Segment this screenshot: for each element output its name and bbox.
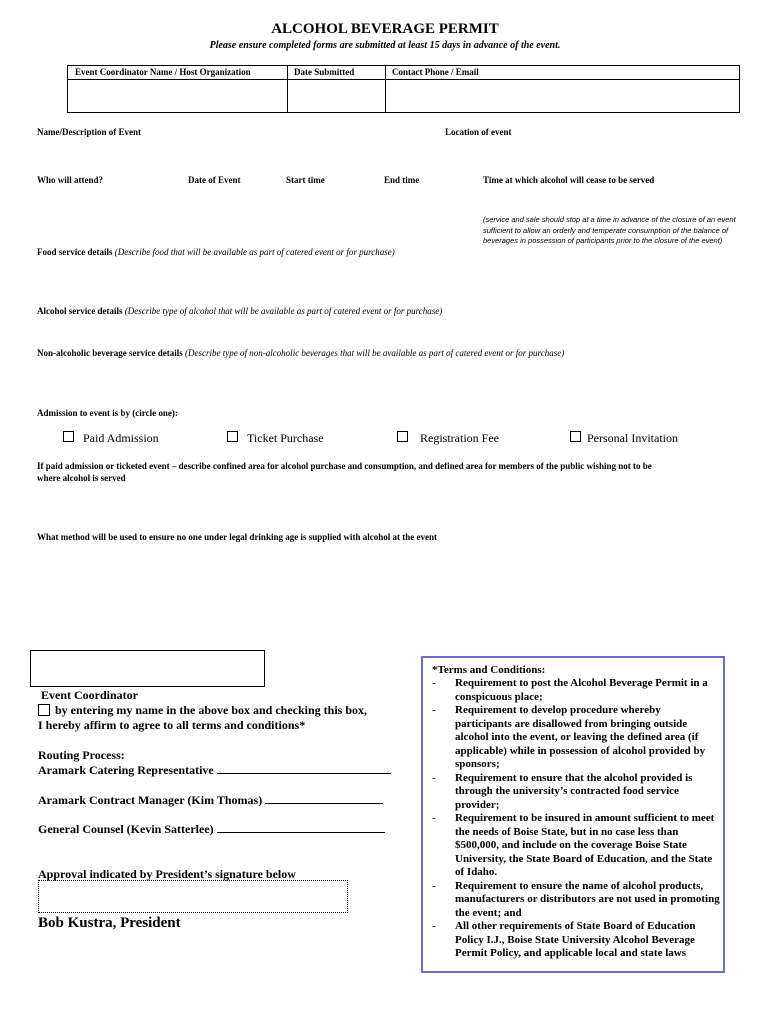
terms-box	[421, 656, 725, 973]
coordinator-name-box[interactable]	[30, 650, 265, 687]
general-counsel-row	[38, 822, 385, 837]
paid-admission-label: Paid Admission	[83, 431, 159, 445]
paid-area-question	[37, 460, 737, 484]
terms-item-text: Requirement to ensure the name of alcohol products, manufacturers or distributors are not used in promoting the event; and	[455, 879, 720, 919]
general-counsel-line[interactable]	[217, 831, 385, 833]
terms-item	[430, 812, 720, 880]
date-submitted-field[interactable]	[288, 80, 384, 113]
nonalc-service-hint: (Describe type of non-alcoholic beverages that will be available as part of catered event or for purchase)	[184, 348, 565, 358]
cease-time-label: Time at which alcohol will cease to be served	[483, 175, 655, 185]
dash-icon: -	[432, 879, 436, 892]
affirm-checkbox[interactable]	[38, 704, 50, 716]
terms-item-text: Requirement to develop procedure whereby participants are disallowed from bringing outside alcohol into the event, or leaving the defined area (if applicable) while in possession of alcohol provided by sponsors;	[455, 704, 706, 770]
personal-invitation-label: Personal Invitation	[587, 431, 678, 445]
affirm-text-2: I hereby affirm to agree to all terms and conditions*	[38, 718, 306, 732]
admission-label: Admission to event is by (circle one):	[37, 408, 178, 418]
terms-item	[430, 704, 720, 772]
food-service-label: Food service details	[37, 247, 113, 257]
date-event-label: Date of Event	[188, 175, 241, 185]
terms-item	[430, 772, 720, 813]
paid-area-line: where alcohol is served	[37, 473, 126, 483]
location-label: Location of event	[445, 127, 512, 137]
cease-note-line: beverages in possession of participants prior to the closure of the event)	[483, 236, 723, 245]
event-coordinator-label: Event Coordinator	[41, 688, 138, 702]
food-service-hint: (Describe food that will be available as part of catered event or for purchase)	[114, 247, 395, 257]
form-subtitle: Please ensure completed forms are submitted at least 15 days in advance of the event.	[209, 40, 561, 51]
aramark-catering-line[interactable]	[217, 772, 391, 774]
nonalc-service-label: Non-alcoholic beverage service details	[37, 348, 183, 358]
registration-fee-checkbox[interactable]	[397, 431, 408, 442]
cease-note-line: (service and sale should stop at a time in advance of the closure of an event	[483, 215, 736, 224]
terms-item	[430, 920, 720, 961]
dash-icon: -	[432, 704, 436, 716]
coordinator-header: Event Coordinator Name / Host Organization	[75, 67, 251, 77]
affirm-text: by entering my name in the above box and checking this box,	[55, 703, 368, 717]
terms-list	[430, 677, 720, 961]
dash-icon: -	[432, 812, 436, 824]
president-name: Bob Kustra, President	[38, 915, 181, 931]
terms-item	[430, 880, 720, 921]
start-time-label: Start time	[286, 175, 325, 185]
alcohol-service-label: Alcohol service details	[37, 306, 123, 316]
aramark-contract-row	[38, 793, 383, 808]
cease-note-line: sufficient to allow an orderly and temperate consumption of the balance of	[483, 225, 729, 235]
alcohol-service-hint: (Describe type of alcohol that will be available as part of catered event or for purchase)	[124, 306, 443, 316]
paid-admission-checkbox[interactable]	[63, 431, 74, 442]
general-counsel-label: General Counsel (Kevin Satterlee)	[38, 822, 214, 836]
personal-invitation-checkbox[interactable]	[570, 431, 581, 442]
contact-header: Contact Phone / Email	[392, 67, 479, 77]
registration-fee-label: Registration Fee	[420, 431, 499, 445]
terms-heading: *Terms and Conditions:	[432, 664, 546, 676]
aramark-catering-label: Aramark Catering Representative	[38, 763, 214, 777]
form-title: ALCOHOL BEVERAGE PERMIT	[271, 21, 499, 37]
food-service-row	[37, 247, 395, 257]
terms-item-text: All other requirements of State Board of Education Policy I.J., Boise State University Alcohol Beverage Permit Policy, and applicable local and state laws	[455, 920, 696, 959]
end-time-label: End time	[384, 175, 420, 185]
paid-area-line: If paid admission or ticketed event – describe confined area for alcohol purchase and consumption, and defined area for members of the public wishing not to be	[37, 461, 652, 471]
ticket-purchase-label: Ticket Purchase	[247, 431, 324, 445]
approval-label: Approval indicated by President’s signature below	[38, 867, 296, 881]
aramark-contract-label: Aramark Contract Manager (Kim Thomas)	[38, 793, 263, 807]
date-submitted-header: Date Submitted	[294, 67, 355, 77]
dash-icon: -	[432, 920, 436, 932]
coordinator-field[interactable]	[68, 80, 286, 113]
alcohol-service-row	[37, 306, 442, 316]
aramark-catering-row	[38, 763, 391, 778]
routing-label: Routing Process:	[38, 748, 125, 762]
event-name-label: Name/Description of Event	[37, 127, 141, 137]
terms-item-text: Requirement to ensure that the alcohol provided is through the university’s contracted food service provider;	[455, 771, 693, 811]
dash-icon: -	[432, 771, 436, 784]
age-method-question: What method will be used to ensure no one under legal drinking age is supplied with alcohol at the event	[37, 532, 437, 542]
contact-field[interactable]	[386, 80, 739, 113]
terms-item	[430, 677, 720, 704]
ticket-purchase-checkbox[interactable]	[227, 431, 238, 442]
terms-item-text: Requirement to be insured in amount sufficient to meet the needs of Boise State, but in no case less than $500,000, and include on the coverage Boise State University, the State Board of Education, and the State of Idaho.	[455, 812, 715, 878]
cease-time-note	[483, 215, 753, 247]
dash-icon: -	[432, 677, 436, 689]
nonalc-service-row	[37, 348, 564, 358]
header-table	[67, 65, 740, 113]
terms-item-text: Requirement to post the Alcohol Beverage Permit in a conspicuous place;	[455, 677, 708, 703]
aramark-contract-line[interactable]	[265, 802, 383, 804]
who-attend-label: Who will attend?	[37, 175, 104, 185]
president-signature-box[interactable]	[38, 880, 348, 913]
